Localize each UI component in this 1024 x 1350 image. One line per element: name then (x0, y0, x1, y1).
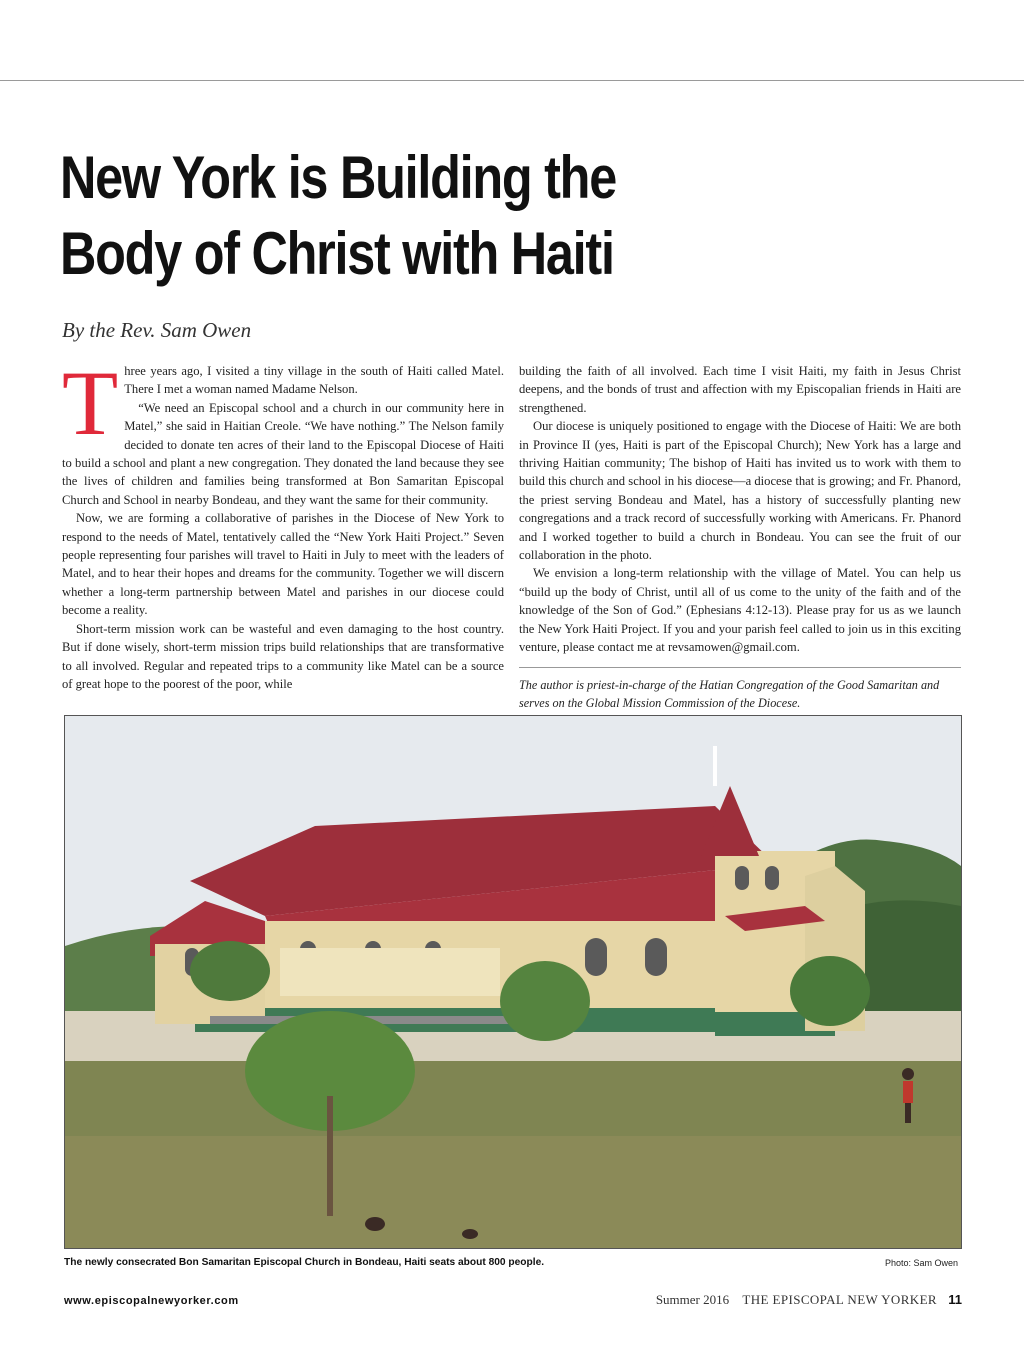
article-column-right (519, 362, 961, 712)
top-rule (0, 80, 1024, 81)
author-note-divider (519, 667, 961, 668)
paragraph-2: “We need an Episcopal school and a church in our community here in Matel,” she said in Haitian Creole. “We have nothing.” The Nelson family decided to donate ten acres of their land to the Episcopal Diocese of Haiti to build a school and plant a new congregation. They donated the land because they see the lives of children and families being transformed at Bon Samaritan Episcopal Church and School in nearby Bondeau, and they want the same for their community. (62, 400, 504, 507)
church-photo (64, 715, 962, 1249)
footer-issue-info (656, 1292, 962, 1308)
article-column-left (62, 352, 504, 693)
author-note: The author is priest-in-charge of the Hatian Congregation of the Good Samaritan and serves on the Global Mission Commission of the Diocese. (519, 677, 940, 710)
footer-issue: Summer 2016 (655, 1292, 730, 1307)
paragraph-1: hree years ago, I visited a tiny village in the south of Haiti called Matel. There I met a woman named Madame Nelson. (124, 364, 504, 397)
drop-cap: T (62, 352, 119, 454)
paragraph-4: Short-term mission work can be wasteful and even damaging to the host country. But if done wisely, short-term mission trips build relationships that are transformative to all involved. Regular and repeated trips to a community like Matel can be a source of great hope to the poorest of the poor, while (62, 621, 504, 691)
page-number: 11 (948, 1292, 962, 1307)
paragraph-5: building the faith of all involved. Each time I visit Haiti, my faith in Jesus Christ deepens, and the bonds of trust and affection with my Episcopalian friends in Haiti are strengthened. (519, 364, 961, 415)
headline-line-1: New York is Building the (60, 144, 616, 211)
footer-publication: THE EPISCOPAL NEW YORKER (742, 1292, 937, 1307)
church-illustration (65, 716, 961, 1248)
headline (60, 140, 816, 292)
photo-caption: The newly consecrated Bon Samaritan Episcopal Church in Bondeau, Haiti seats about 800 people. (64, 1257, 545, 1268)
paragraph-6: Our diocese is uniquely positioned to engage with the Diocese of Haiti: We are both in Province II (yes, Haiti is part of the Episcopal Church); New York has a large and thriving Haitian community; The bishop of Haiti has invited us to work with them to build this church and school in his diocese—a diocese that is growing; and Fr. Phanord, the priest serving Bondeau and Matel, has a history of successfully planting new congregations and a track record of successfully working with Americans. Fr. Phanord and I worked together to build a church in Bondeau. You can see the fruit of our collaboration in the photo. (519, 419, 961, 563)
paragraph-3: Now, we are forming a collaborative of parishes in the Diocese of New York to respond to the needs of Matel, tentatively called the “New York Haiti Project.” Seven people representing four parishes will travel to Haiti in July to meet with the leaders of Matel, and to hear their hopes and dreams for the community. Together we will discern whether a long-term partnership between Matel and parishes in our diocese could become a reality. (62, 511, 504, 618)
footer-website-link[interactable]: www.episcopalnewyorker.com (64, 1295, 239, 1307)
headline-line-2: Body of Christ with Haiti (60, 220, 614, 287)
photo-credit: Photo: Sam Owen (884, 1258, 958, 1268)
byline: By the Rev. Sam Owen (62, 318, 252, 342)
paragraph-7: We envision a long-term relationship with the village of Matel. You can help us “build up the body of Christ, until all of us come to the unity of the faith and of the knowledge of the Son of God.” (Ephesians 4:12-13). Please pray for us as we launch the New York Haiti Project. If you and your parish feel called to join us in this exciting venture, please contact me at revsamowen@gmail.com. (519, 566, 961, 655)
